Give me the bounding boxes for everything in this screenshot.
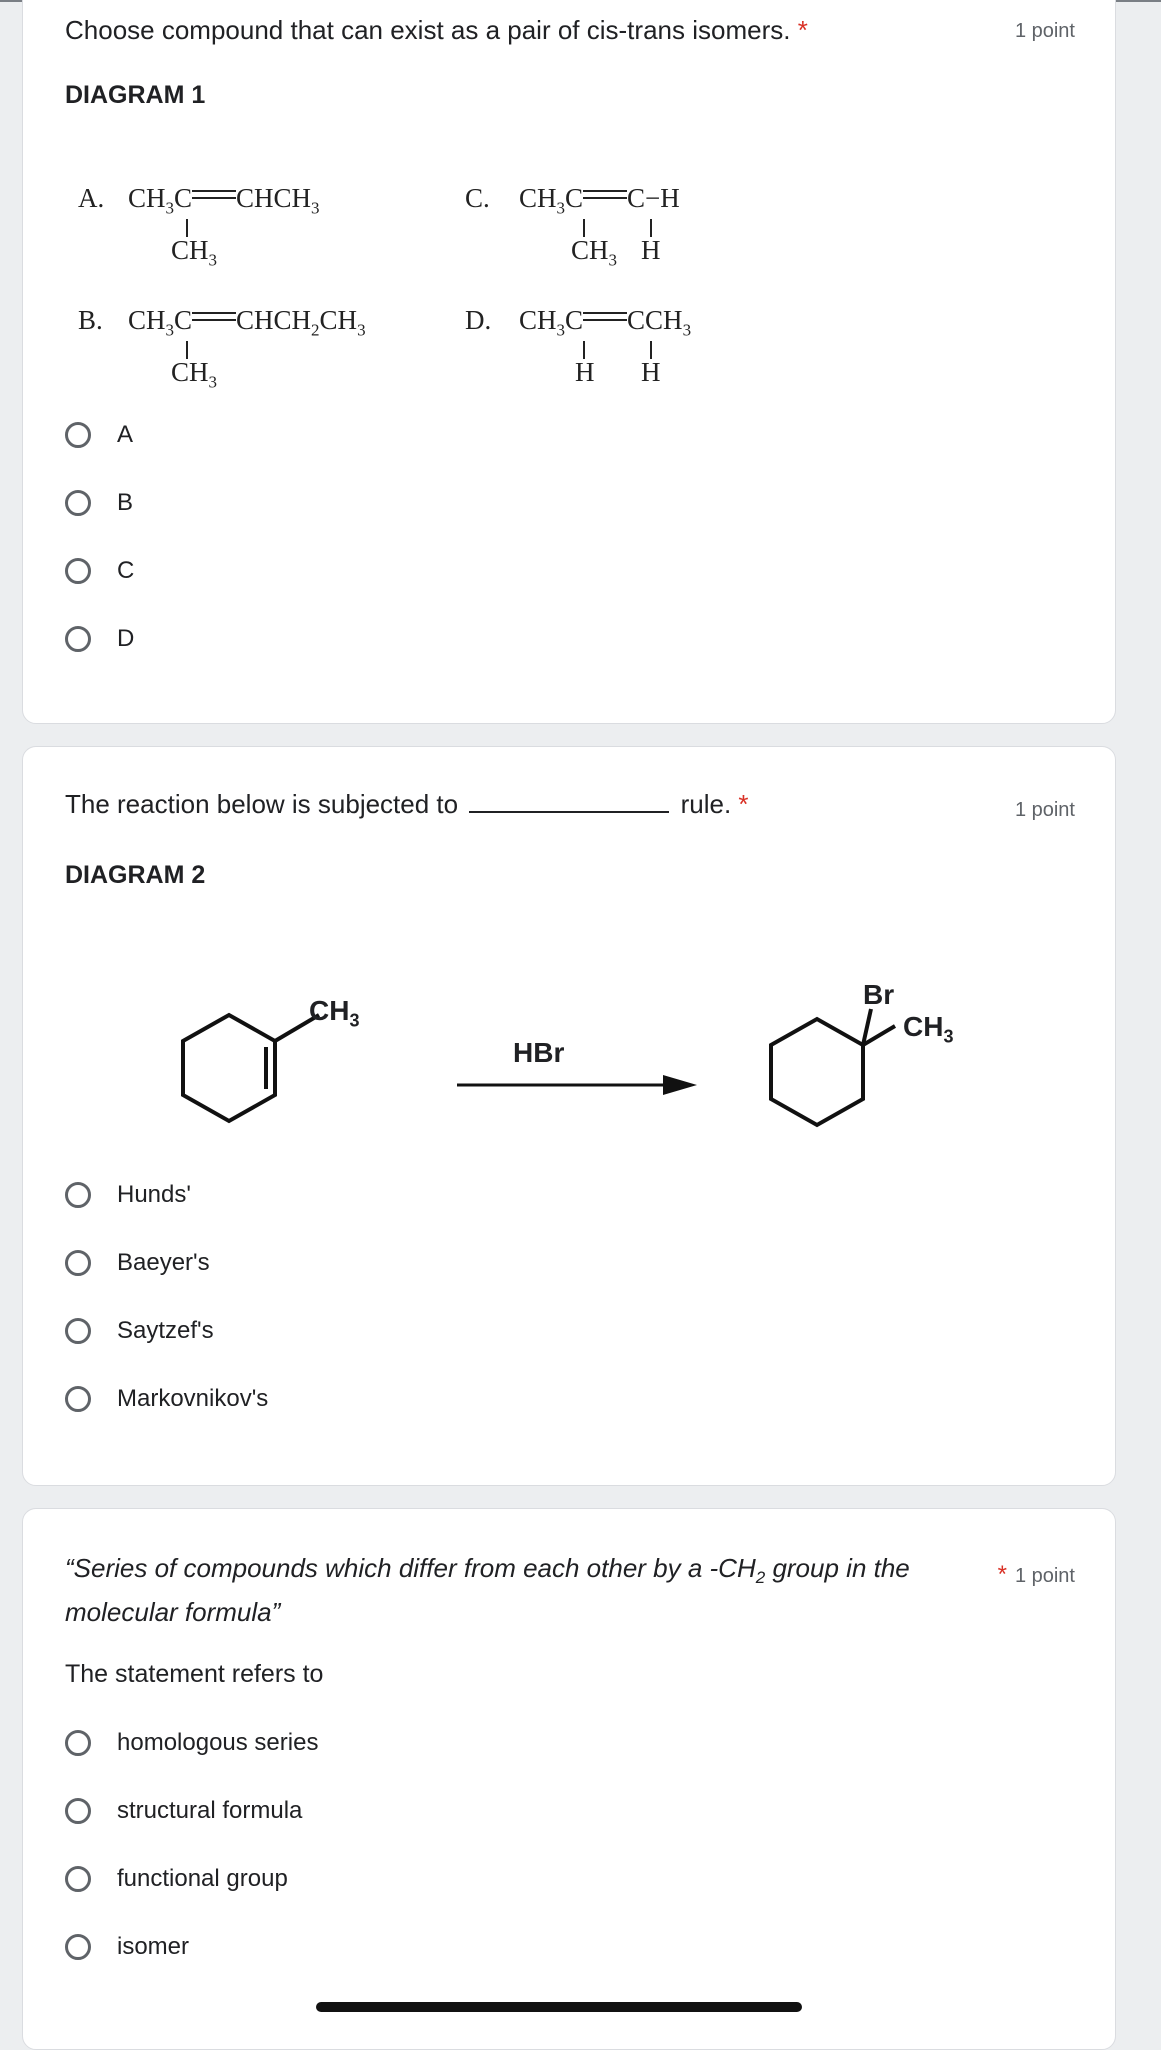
radio-button[interactable] [65,490,91,516]
reactant-substituent: $CH_3$ [309,995,360,1031]
structure-c-branch-left: $CH_3$ [571,235,618,270]
product-bromine: Br [863,979,895,1010]
radio-button[interactable] [65,558,91,584]
option-homologous-series[interactable]: homologous series [65,1723,318,1763]
radio-button[interactable] [65,422,91,448]
radio-button[interactable] [65,1798,91,1824]
radio-button[interactable] [65,1250,91,1276]
option-structural-formula[interactable]: structural formula [65,1791,302,1831]
diagram-label: DIAGRAM 2 [65,861,206,889]
question-card-3 [22,1508,1116,2050]
product-ring [771,1009,895,1125]
structure-d-branch-right: H [641,357,661,387]
home-indicator[interactable] [316,2002,802,2012]
option-b[interactable]: B [65,483,133,523]
statement-text: The statement refers to [65,1660,324,1688]
option-saytzefs[interactable]: Saytzef's [65,1311,214,1351]
option-functional-group[interactable]: functional group [65,1859,288,1899]
structure-c-formula: $CH_3C$ C−H [519,183,680,218]
question-card-1 [22,0,1116,724]
question-card-2 [22,746,1116,1486]
option-hunds[interactable]: Hunds' [65,1175,191,1215]
required-asterisk: * [997,1561,1007,1588]
structure-b: B. [78,305,103,335]
structure-a-branch: $CH_3$ [171,235,218,270]
radio-button[interactable] [65,1730,91,1756]
option-baeyers[interactable]: Baeyer's [65,1243,210,1283]
required-asterisk: * [797,15,808,45]
product-substituent: $CH_3$ [903,1011,954,1047]
structure-b-branch: $CH_3$ [171,357,218,392]
option-isomer[interactable]: isomer [65,1927,189,1967]
points-label: 1 point [1014,799,1075,821]
structure-d: D. [465,305,492,335]
points-label: 1 point [1014,20,1075,42]
structure-d-formula: $CH_3C$ $CCH_3$ [519,305,692,340]
radio-button[interactable] [65,1182,91,1208]
radio-button[interactable] [65,1866,91,1892]
structure-a: A. [78,183,105,213]
structure-d-branch-left: H [575,357,595,387]
question-title: “Series of compounds which differ from each other by a $-CH_2$ group in the molecular formula” [65,1553,910,1628]
structure-b-formula: $CH_3C$ $CHCH_2CH_3$ [128,305,366,340]
points-label: * 1 point [997,1561,1075,1588]
arrow-head [663,1075,697,1095]
structure-a-formula: $CH_3C$ $CHCH_3$ [128,183,320,218]
structure-c-branch-right: H [641,235,661,265]
option-markovnikovs[interactable]: Markovnikov's [65,1379,268,1419]
diagram-label: DIAGRAM 1 [65,81,206,109]
reagent-label: HBr [513,1037,565,1068]
required-asterisk: * [738,789,749,819]
question-title: Choose compound that can exist as a pair of cis-trans isomers. * [65,15,808,45]
option-c[interactable]: C [65,551,134,591]
radio-button[interactable] [65,1934,91,1960]
radio-button[interactable] [65,626,91,652]
reactant-ring [183,1015,319,1121]
radio-button[interactable] [65,1318,91,1344]
radio-button[interactable] [65,1386,91,1412]
option-d[interactable]: D [65,619,134,659]
structure-c: C. [465,183,490,213]
question-title: The reaction below is subjected to rule. * [65,789,749,819]
reaction-diagram [23,747,1115,1167]
option-a[interactable]: A [65,415,133,455]
